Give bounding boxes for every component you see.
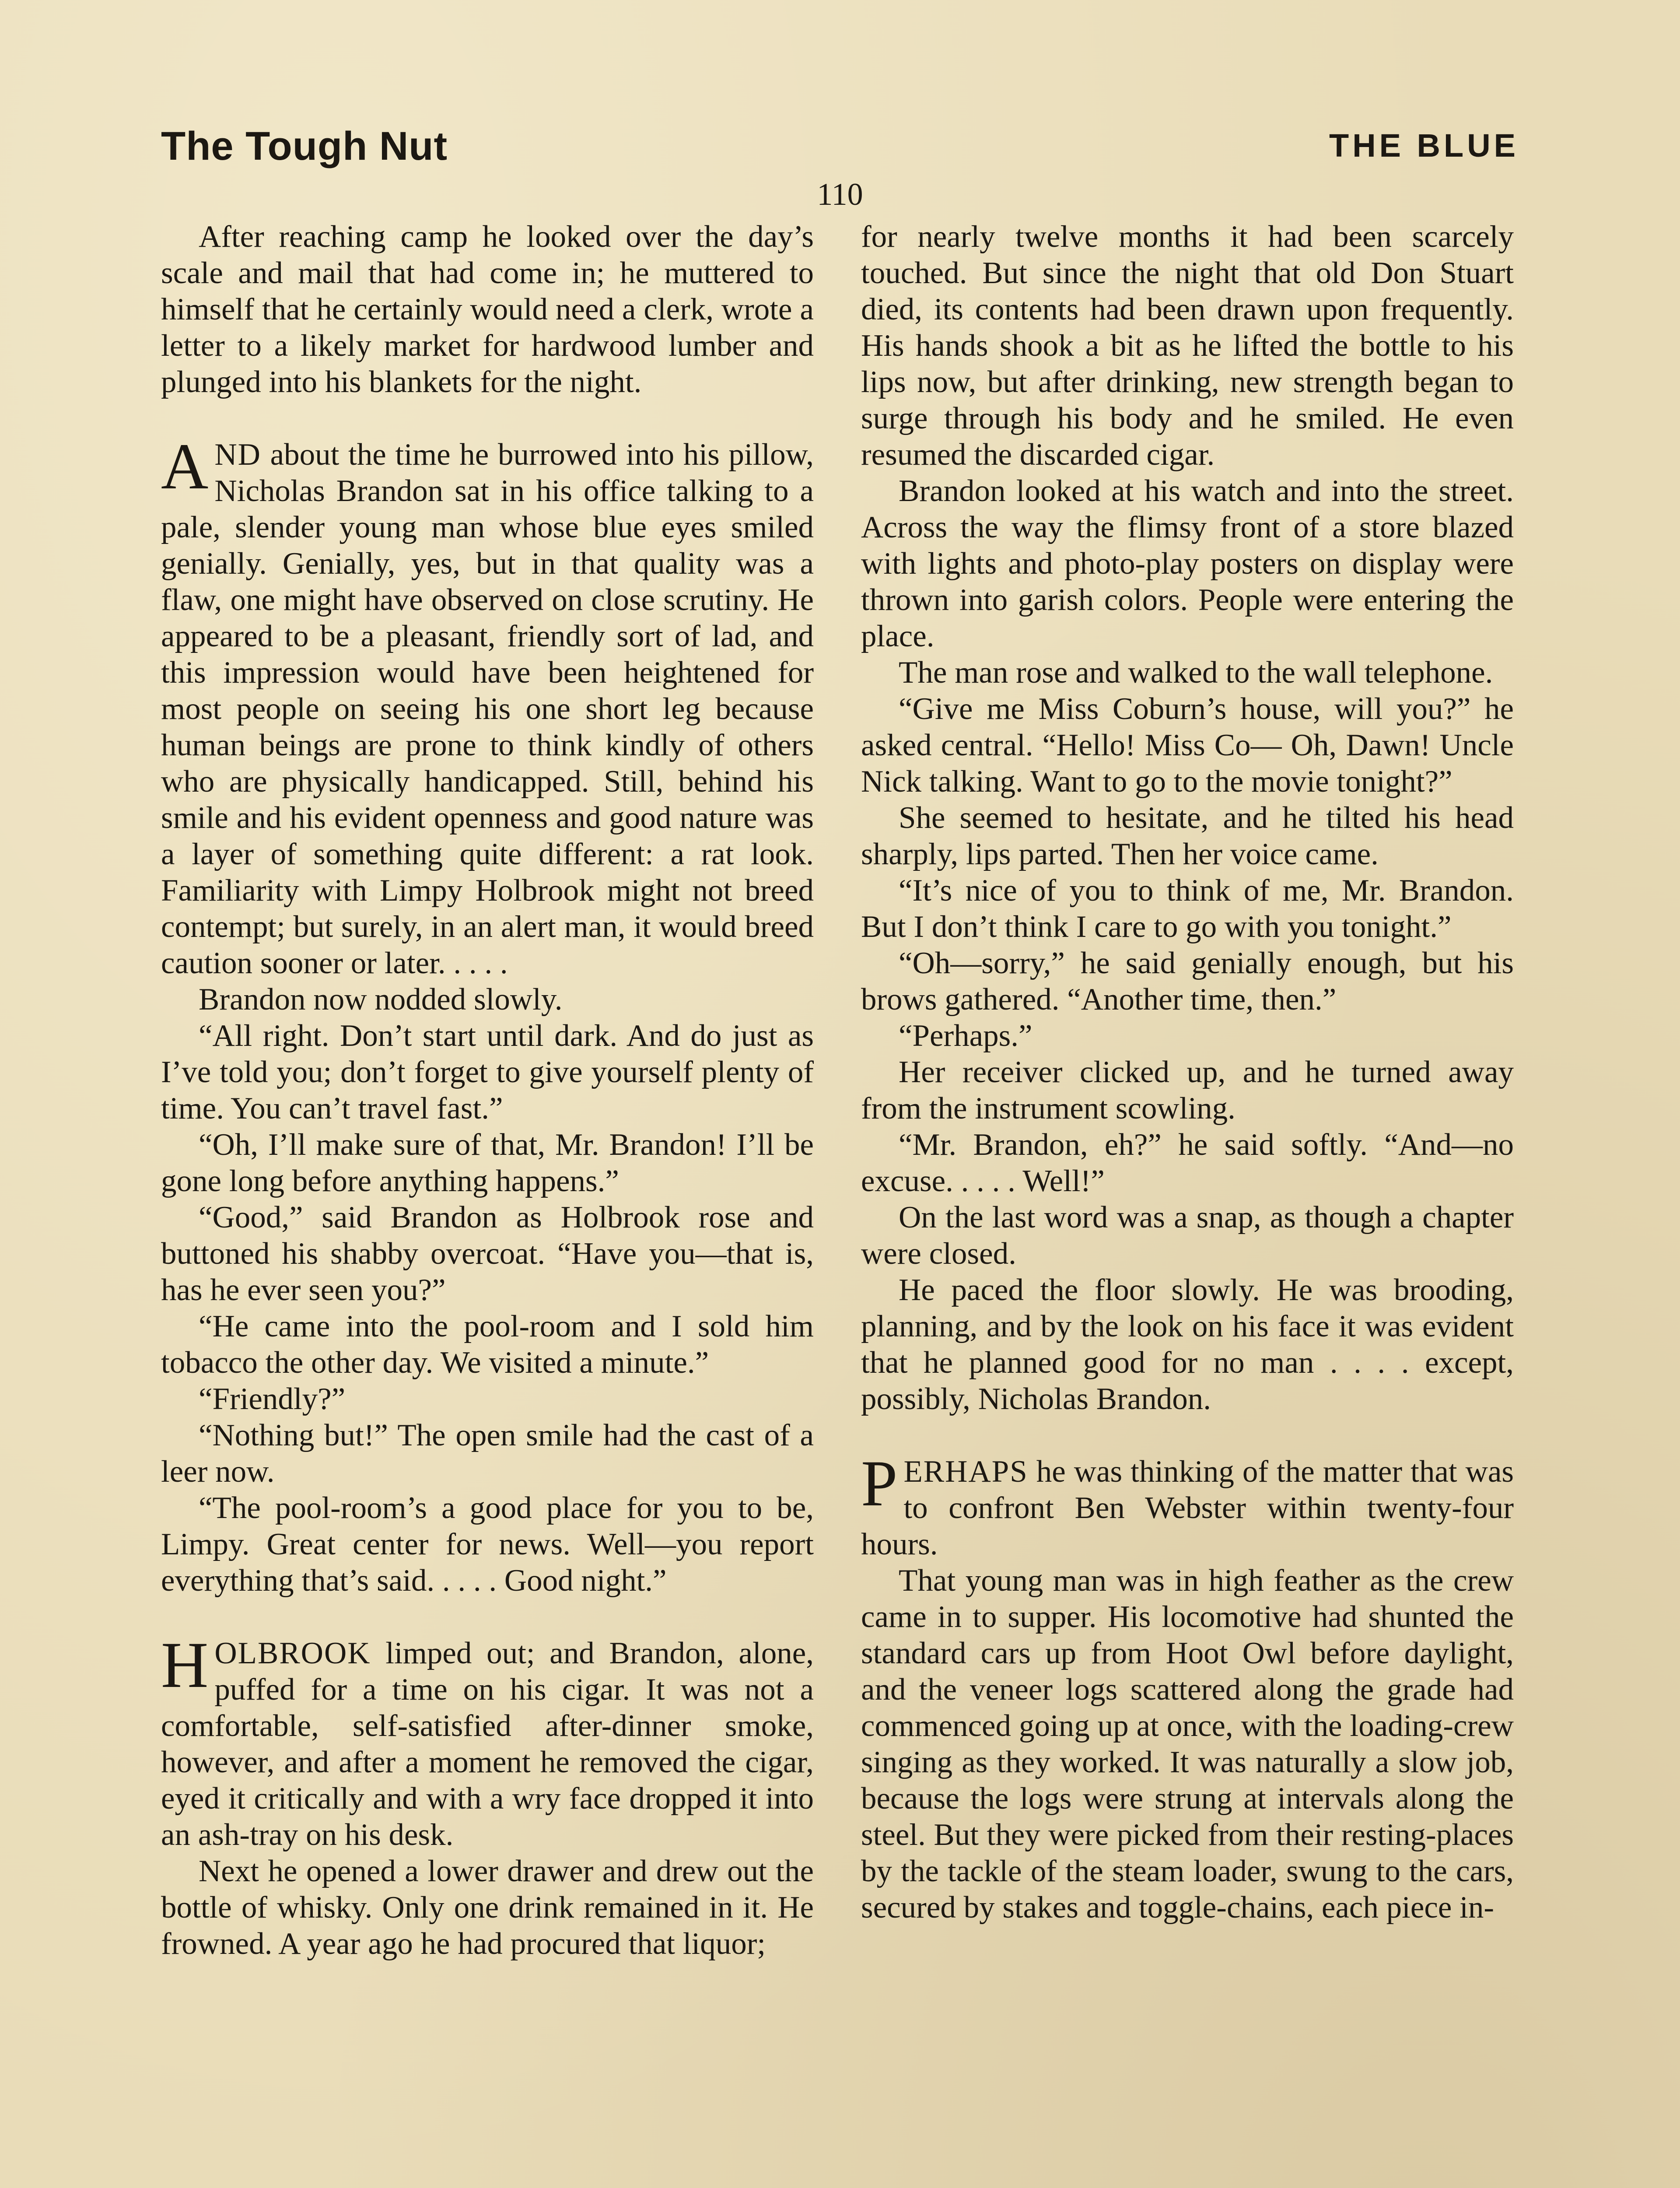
paragraph: “He came into the pool-room and I sold him tobacco the other day. We visited a minute.” <box>161 1309 814 1380</box>
drop-cap: A <box>161 430 209 503</box>
paragraph: “All right. Don’t start until dark. And do just as I’ve told you; don’t forget to give yourself plenty of time. You can’t travel fast.” <box>161 1019 814 1126</box>
right-column <box>861 219 1514 1926</box>
small-caps-lead: OLBROOK <box>214 1636 371 1670</box>
story-title: The Tough Nut <box>161 124 448 168</box>
section-paragraph <box>161 1629 814 1853</box>
paragraph: Brandon now nodded slowly. <box>199 982 563 1017</box>
paragraph: for nearly twelve months it had been scarcely touched. But since the night that old Don Stuart died, its contents had been drawn upon frequently. His hands shook a bit as he lifted the bottle to his lips now, but after drinking, new strength began to surge through his body and he smiled. He even resumed the discarded cigar. <box>861 220 1514 472</box>
paragraph: Next he opened a lower drawer and drew out the bottle of whisky. Only one drink remained in it. He frowned. A year ago he had procured that liquor; <box>161 1854 814 1961</box>
section-paragraph <box>861 1447 1514 1563</box>
drop-cap: H <box>161 1629 209 1701</box>
paragraph: Her receiver clicked up, and he turned away from the instrument scowling. <box>861 1055 1514 1126</box>
paragraph: “Mr. Brandon, eh?” he said softly. “And—no excuse. . . . . Well!” <box>861 1128 1514 1198</box>
paragraph: “Perhaps.” <box>899 1019 1032 1053</box>
left-column <box>161 219 814 1962</box>
section-text: limped out; and Brandon, alone, puffed for a time on his cigar. It was not a comfortable, self-satisfied after-dinner smoke, however, and after a moment he removed the cigar, eyed it critically and with a wry face dropped it into an ash-tray on his desk. <box>161 1636 814 1852</box>
paragraph: Brandon looked at his watch and into the street. Across the way the flimsy front of a store blazed with lights and photo-play posters on display were thrown into garish colors. People were entering the place. <box>861 474 1514 653</box>
paragraph: On the last word was a snap, as though a chapter were closed. <box>861 1200 1514 1271</box>
paragraph: “It’s nice of you to think of me, Mr. Brandon. But I don’t think I care to go with you tonight.” <box>861 873 1514 944</box>
section-paragraph <box>161 430 814 982</box>
small-caps-lead: ND <box>214 438 261 472</box>
section-text: about the time he burrowed into his pillow, Nicholas Brandon sat in his office talking to a pale, slender young man whose blue eyes smiled genially. Genially, yes, but in that quality was a flaw, one might have observed on close scrutiny. He appeared to be a pleasant, friendly sort of lad, and this impression would have been heightened for most people on seeing his one short leg because human beings are prone to think kindly of others who are physically handicapped. Still, behind his smile and his evident openness and good nature was a layer of something quite different: a rat look. Familiarity with Limpy Holbrook might not breed contempt; but surely, in an alert man, it would breed caution sooner or later. . . . . <box>161 438 814 980</box>
paragraph: “Good,” said Brandon as Holbrook rose and buttoned his shabby overcoat. “Have you—that is, has he ever seen you?” <box>161 1200 814 1307</box>
small-caps-lead: ERHAPS <box>903 1455 1028 1489</box>
paragraph: “The pool-room’s a good place for you to be, Limpy. Great center for news. Well—you report everything that’s said. . . . . Good night.” <box>161 1491 814 1598</box>
paragraph: After reaching camp he looked over the day’s scale and mail that had come in; he muttered to himself that he certainly would need a clerk, wrote a letter to a likely market for hardwood lumber and plunged into his blankets for the night. <box>161 220 814 399</box>
paragraph: That young man was in high feather as the crew came in to supper. His locomotive had shunted the standard cars up from Hoot Owl before daylight, and the veneer logs scattered along the grade had commenced going up at once, with the loading-crew singing as they worked. It was naturally a slow job, because the logs were strung at intervals along the steel. But they were picked from their resting-places by the tackle of the steam loader, swung to the cars, secured by stakes and toggle-chains, each piece in- <box>861 1564 1514 1925</box>
section-text: he was thinking of the matter that was to confront Ben Webster within twenty-four hours. <box>861 1455 1514 1561</box>
paragraph: He paced the floor slowly. He was brooding, planning, and by the look on his face it was evident that he planned good for no man . . . . except, possibly, Nicholas Brandon. <box>861 1273 1514 1416</box>
drop-cap: P <box>861 1447 898 1520</box>
paragraph: “Oh, I’ll make sure of that, Mr. Brandon! I’ll be gone long before anything happens.” <box>161 1128 814 1198</box>
paragraph: The man rose and walked to the wall telephone. <box>899 656 1493 690</box>
paragraph: “Oh—sorry,” he said genially enough, but his brows gathered. “Another time, then.” <box>861 946 1514 1017</box>
paragraph: “Friendly?” <box>199 1382 346 1416</box>
paragraph: “Nothing but!” The open smile had the cast of a leer now. <box>161 1418 814 1489</box>
paragraph: “Give me Miss Coburn’s house, will you?” he asked central. “Hello! Miss Co— Oh, Dawn! Uncle Nick talking. Want to go to the movie tonight?” <box>861 692 1514 799</box>
paragraph: She seemed to hesitate, and he tilted his head sharply, lips parted. Then her voice came. <box>861 801 1514 871</box>
magazine-title: THE BLUE <box>1329 127 1519 164</box>
page-number: 110 <box>817 177 863 212</box>
